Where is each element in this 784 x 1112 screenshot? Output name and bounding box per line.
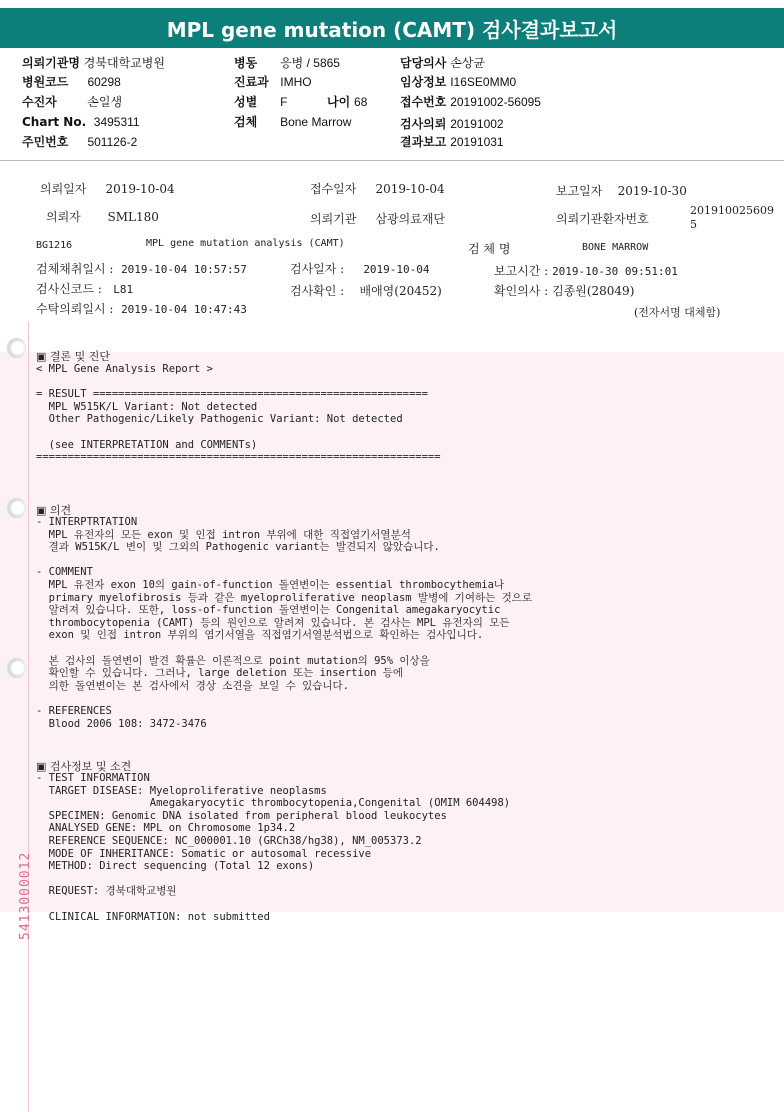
section-testinfo-body: - TEST INFORMATION TARGET DISEASE: Myeloproliferative neoplasms Amegakaryocytic thrombocytopenia,Congenital (OMIM 604498) SPECIMEN: Genomic DNA isolated from peripheral blood leukocytes ANALYSED GENE: MPL on Chromosome 1p34.2 REFERENCE SEQUENCE: NC_000001.10 (GRCh38/hg38), NM_005373.2 MODE OF INHERITANCE: Somatic or autosomal recessive METHOD: Direct sequencing (Total 12 exons) REQUEST: 경북대학교병원 CLINICAL INFORMATION: not submitted	[36, 772, 511, 923]
section-testinfo-title: ▣ 검사정보 및 소견	[36, 760, 132, 773]
request-date: 의뢰일자 2019-10-04	[40, 182, 175, 196]
request-institution: 의뢰기관 삼광의료재단	[310, 212, 446, 226]
info-report-date: 결과보고 20191031	[400, 135, 504, 149]
info-patient: 수진자 손일생	[22, 95, 123, 109]
specimen-value: BONE MARROW	[582, 242, 649, 253]
report-date: 보고일자 2019-10-30	[556, 184, 687, 198]
report-title: MPL gene mutation (CAMT) 검사결과보고서	[166, 17, 618, 42]
info-resident-no: 주민번호 501126-2	[22, 135, 138, 149]
receipt-date: 접수일자 2019-10-04	[310, 182, 445, 196]
info-clinical: 임상정보 I16SE0MM0	[400, 75, 517, 89]
lab-code: 검사신코드 : L81	[36, 282, 134, 296]
section-conclusion-title: ▣ 결론 및 진단	[36, 350, 111, 363]
test-name: MPL gene mutation analysis (CAMT)	[146, 238, 345, 249]
info-hospital: 의뢰기관명 경북대학교병원	[22, 56, 165, 70]
info-age: 나이 68	[327, 95, 368, 109]
info-hospital-code: 병원코드 60298	[22, 75, 121, 89]
info-receipt-no: 접수번호 20191002-56095	[400, 95, 541, 109]
report-title-bar	[0, 8, 784, 48]
section-opinion-title: ▣ 의견	[36, 504, 72, 517]
section-conclusion-body: < MPL Gene Analysis Report > = RESULT ===================================================== MPL W515K/L Variant: Not detected Other Pathogenic/Likely Pathogenic Variant: Not detected (see INTERPRETATION and COMMENTs) ================================================================	[36, 363, 441, 464]
patient-info-grid	[22, 54, 762, 154]
punch-hole	[6, 658, 26, 678]
confirm-doctor: 확인의사 : 김종원(28049)	[494, 284, 635, 298]
scanned-report	[0, 162, 784, 952]
requester: 의뢰자 SML180	[46, 210, 159, 224]
institution-patient-label: 의뢰기관환자번호	[556, 212, 649, 226]
specimen-label: 검 체 명	[468, 242, 511, 256]
info-sex: 성별 F	[234, 95, 288, 109]
info-specimen: 검체 Bone Marrow	[234, 115, 352, 129]
info-chart-no: Chart No. 3495311	[22, 115, 140, 129]
info-doctor: 담당의사 손상균	[400, 56, 485, 70]
collect-time: 검체채취일시 : 2019-10-04 10:57:57	[36, 262, 247, 276]
info-request-date: 검사의뢰 20191002	[400, 117, 504, 131]
info-ward: 병동 응병 / 5865	[234, 56, 340, 70]
test-confirm: 검사확인 : 배애영(20452)	[290, 284, 442, 298]
test-code: BG1216	[36, 240, 73, 251]
punch-hole	[6, 498, 26, 518]
institution-patient-no: 201910025609 5	[690, 204, 774, 231]
test-date: 검사일자 : 2019-10-04	[290, 262, 430, 276]
report-time: 보고시간 : 2019-10-30 09:51:01	[494, 264, 678, 278]
e-signature-note: (전자서명 대체함)	[634, 306, 721, 319]
section-opinion-body: - INTERPTRTATION MPL 유전자의 모든 exon 및 인접 intron 부위에 대한 직접염기서열분석 결과 W515K/L 변이 및 그외의 Pathogenic variant는 발견되지 않았습니다. - COMMENT MPL 유전자 exon 10의 gain-of-function 돌연변이는 essential thrombocythemia나 primary myelofibrosis 등과 같은 myeloproliferative neoplasm 발병에 기여하는 것으로 알려져 있습니다. 또한, loss-of-function 돌연변이는 Congenital amegakaryocytic thrombocytopenia (CAMT) 등의 원인으로 알려져 있습니다. 본 검사는 MPL 유전자의 모든 exon 및 인접 intron 부위의 염기서열을 직접염기서열분석법으로 확인하는 검사입니다. 본 검사의 돌연변이 발견 확률은 이론적으로 point mutation의 95% 이상을 확인할 수 있습니다. 그러나, large deletion 또는 insertion 등에 의한 돌연변이는 본 검사에서 경상 소견을 보일 수 있습니다. - REFERENCES Blood 2006 108: 3472-3476	[36, 516, 533, 730]
margin-line	[28, 322, 29, 1112]
divider	[0, 160, 784, 161]
top-border	[0, 0, 784, 7]
info-department: 진료과 IMHO	[234, 75, 312, 89]
barcode-stamp: 5413000012	[18, 851, 33, 940]
consign-time: 수탁의뢰일시 : 2019-10-04 10:47:43	[36, 302, 247, 316]
punch-hole	[6, 338, 26, 358]
